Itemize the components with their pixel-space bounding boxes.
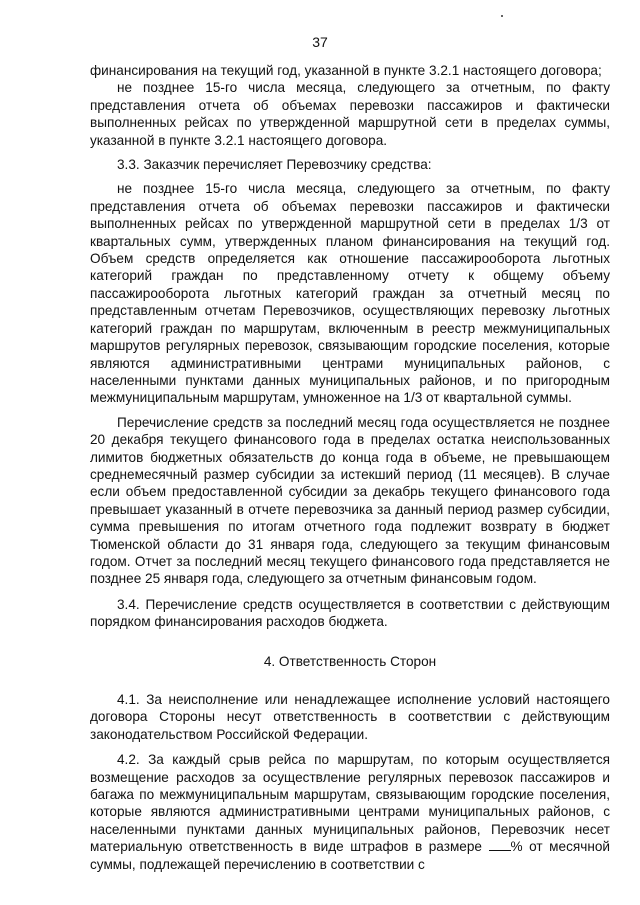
page-number: 37 <box>312 34 328 50</box>
paragraph-december-payment: Перечисление средств за последний месяц года осуществляется не позднее 20 декабря текущего финансового года в пределах остатка неиспользованных лимитов бюджетных обязательств до конца года в объеме, не превышающем среднемесячный размер субсидии за истекший период (11 месяцев). В случае если объем предоставленной субсидии за декабрь текущего финансового года превышает указанный в отчете перевозчика за данный период размер субсидии, сумма превышения по итогам отчетного года подлежит возврату в бюджет Тюменской области до 31 января года, следующего за текущим финансовым годом. Отчет за последний месяц текущего финансового года представляется не позднее 25 января года, следующего за отчетным финансовым годом. <box>90 414 610 587</box>
paragraph-quarterly-payment: не позднее 15-го числа месяца, следующего за отчетным, по факту представления отчета об объемах перевозки пассажиров и фактически выполненных рейсах по утвержденной маршрутной сети в пределах 1/3 от квартальных сумм, утвержденных планом финансирования на текущий год. Объем средств определяется как отношение пассажирооборота льготных категорий граждан по представленному отчету к общему объему пассажирооборота льготных категорий граждан за отчетный месяц по представленным отчетам Перевозчиков, осуществляющих перевозку льготных категорий граждан по маршрутам, включенным в реестр межмуниципальных маршрутов регулярных перевозок, связывающим городские поселения, которые являются административными центрами муниципальных районов, с населенными пунктами данных муниципальных районов, и по пригородным межмуниципальным маршрутам, умноженное на 1/3 от квартальной суммы. <box>90 181 610 406</box>
fill-in-blank <box>489 839 511 851</box>
scan-speck <box>501 15 503 17</box>
clause-4-2-text-continued: % от месячной суммы, подлежащей перечислению в соответствии с <box>90 839 610 872</box>
clause-4-2 <box>90 751 610 873</box>
paragraph-continuation: финансирования на текущий год, указанной в пункте 3.2.1 настоящего договора; <box>90 63 602 78</box>
clause-3-3: 3.3. Заказчик перечисляет Перевозчику средства: <box>117 157 432 173</box>
document-body <box>90 62 610 873</box>
clause-4-2-text: 4.2. За каждый срыв рейса по маршрутам, по которым осуществляется возмещение расходов за осуществление регулярных перевозок пассажиров и багажа по межмуниципальным маршрутам, связывающим городские поселения, которые являются административными центрами муниципальных районов, с населенными пунктами данных муниципальных районов, Перевозчик несет материальную ответственность в виде штрафов в размере <box>90 752 610 855</box>
clause-3-4: 3.4. Перечисление средств осуществляется в соответствии с действующим порядком финансирования расходов бюджета. <box>90 596 610 630</box>
clause-4-1: 4.1. За неисполнение или ненадлежащее исполнение условий настоящего договора Стороны несут ответственность в соответствии с действующим законодательством Российской Федерации. <box>90 692 610 742</box>
section-heading-4: 4. Ответственность Сторон <box>263 653 437 669</box>
paragraph-payment-deadline: не позднее 15-го числа месяца, следующего за отчетным, по факту представления отчета об объемах перевозки пассажиров и фактически выполненных рейсах по утвержденной маршрутной сети в пределах суммы, указанной в пункте 3.2.1 настоящего договора. <box>90 80 610 148</box>
